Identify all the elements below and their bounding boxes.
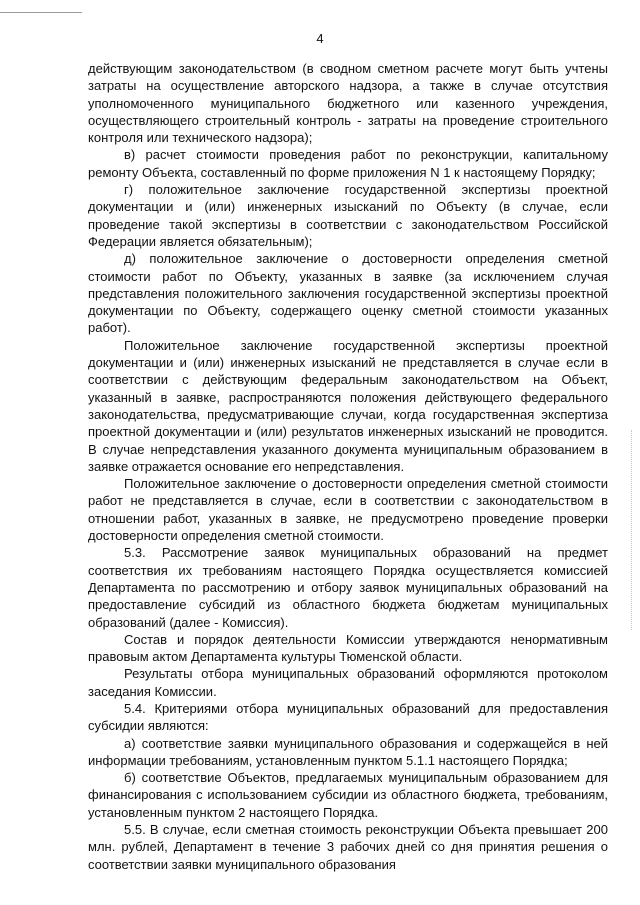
paragraph-item-v: в) расчет стоимости проведения работ по реконструкции, капитальному ремонту Объекта, составленный по форме приложения N 1 к настоящему Порядку; xyxy=(88,147,608,180)
paragraph-5-3: 5.3. Рассмотрение заявок муниципальных образований на предмет соответствия их требованиям настоящего Порядка осуществляется комиссией Департамента по рассмотрению и отбору заявок муниципальных образований на предоставление субсидий из областного бюджета бюджетам муниципальных образований (далее - Комиссия). xyxy=(88,545,608,630)
paragraph-continuation: действующим законодательством (в сводном сметном расчете могут быть учтены затраты на осуществление авторского надзора, а также в случае отсутствия уполномоченного муниципального бюджетного или казенного учреждения, осуществляющего строительный контроль - затраты на проведение строительного контроля или технического надзора); xyxy=(88,61,608,146)
paragraph-criterion-b: б) соответствие Объектов, предлагаемых муниципальным образованием для финансирования с использованием субсидии из областного бюджета, требованиям, установленным пунктом 2 настоящего Порядка. xyxy=(88,770,608,820)
paragraph-5-5: 5.5. В случае, если сметная стоимость реконструкции Объекта превышает 200 млн. рублей, Департамент в течение 3 рабочих дней со дня принятия решения о соответствии заявки муниципального образования xyxy=(88,822,608,872)
paragraph-5-4: 5.4. Критериями отбора муниципальных образований для предоставления субсидии являются: xyxy=(88,700,608,734)
scan-edge-mark xyxy=(0,0,82,13)
page-number: 4 xyxy=(316,31,324,46)
paragraph-criterion-a: а) соответствие заявки муниципального образования и содержащейся в ней информации требованиям, установленным пунктом 5.1.1 настоящего Порядка; xyxy=(88,735,608,768)
scan-edge-dots xyxy=(630,430,632,630)
paragraph-selection-results: Результаты отбора муниципальных образований оформляются протоколом заседания Комиссии. xyxy=(88,666,608,699)
paragraph-reliability-exception: Положительное заключение о достоверности определения сметной стоимости работ не представляется в случае, если в соответствии с законодательством в отношении работ, указанных в заявке, не предусмотрено проведение проверки достоверности определения сметной стоимости. xyxy=(88,476,608,544)
document-body xyxy=(88,60,608,873)
paragraph-item-d: д) положительное заключение о достоверности определения сметной стоимости работ по Объекту, указанных в заявке (за исключением случая представления положительного заключения государственной экспертизы проектной документации по Объекту, содержащего оценку сметной стоимости указанных работ). xyxy=(88,251,608,336)
paragraph-commission-composition: Состав и порядок деятельности Комиссии утверждаются ненормативным правовым актом Департамента культуры Тюменской области. xyxy=(88,631,608,665)
paragraph-item-g: г) положительное заключение государственной экспертизы проектной документации и (или) инженерных изысканий по Объекту (в случае, если проведение такой экспертизы в соответствии с законодательством Российской Федерации является обязательным); xyxy=(88,182,608,249)
paragraph-expertise-exception: Положительное заключение государственной экспертизы проектной документации и (или) инженерных изысканий не представляется в случае если в соответствии с действующим федеральным законодательством на Объект, указанный в заявке, распространяются положения действующего федерального законодательства, предусматривающие случаи, когда государственная экспертиза проектной документации и (или) результатов инженерных изысканий не проводится. В случае непредставления указанного документа муниципальным образованием в заявке отражается основание его непредставления. xyxy=(88,337,608,474)
